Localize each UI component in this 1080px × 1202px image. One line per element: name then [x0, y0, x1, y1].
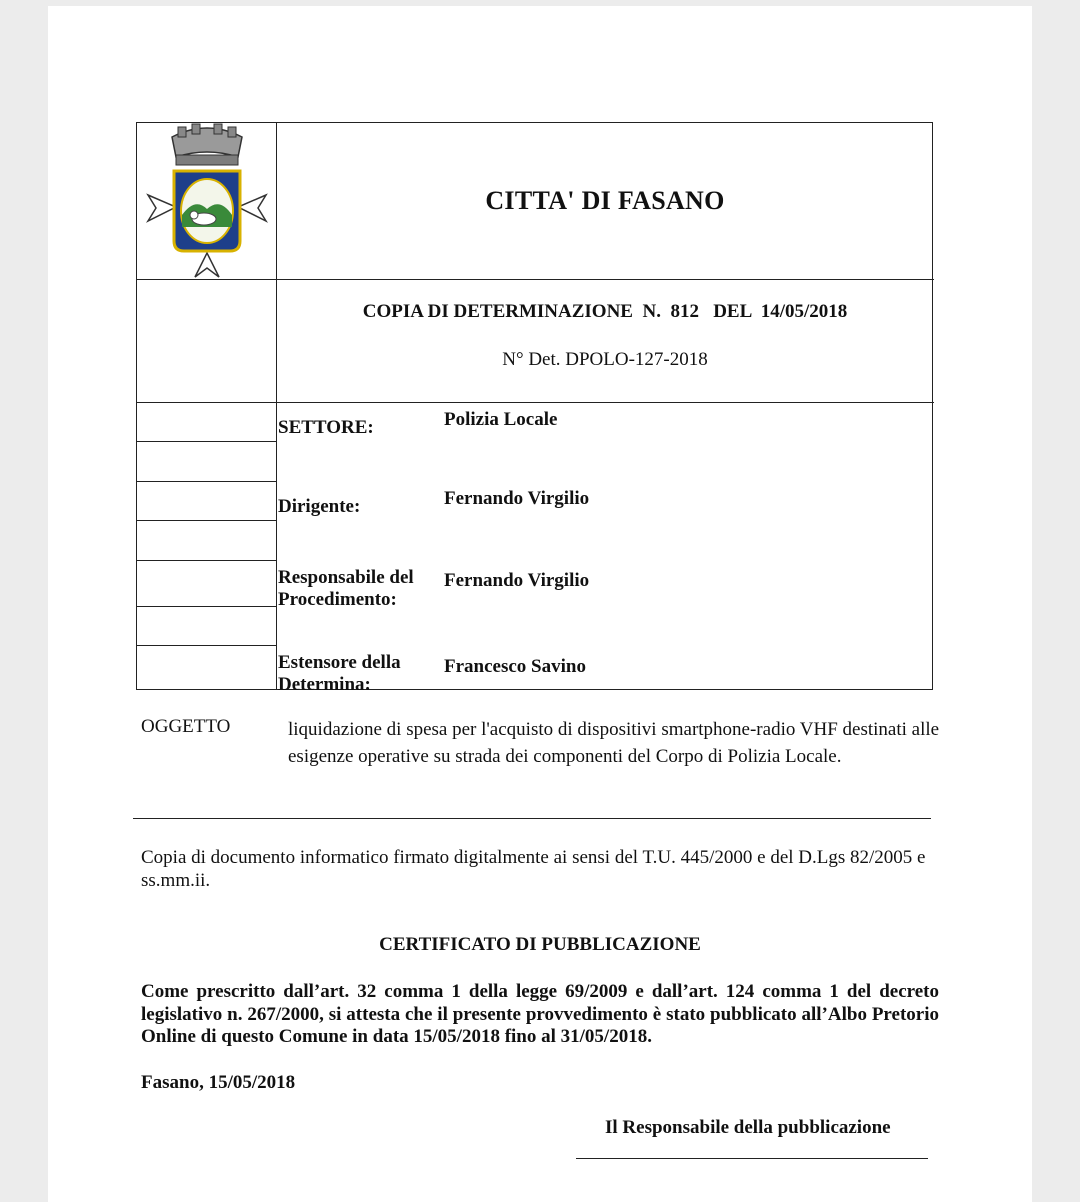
document-page	[48, 6, 1032, 1202]
fasano-coat-of-arms-icon	[137, 123, 276, 279]
row-divider	[137, 481, 276, 482]
certificate-title: CERTIFICATO DI PUBBLICAZIONE	[379, 934, 701, 955]
row-divider	[137, 279, 934, 280]
row-divider	[137, 645, 276, 646]
manager-label: Dirigente:	[278, 496, 361, 517]
subject-text: liquidazione di spesa per l'acquisto di dispositivi smartphone-radio VHF destinati alle esigenze operative su strada dei componenti del Corpo di Polizia Locale.	[288, 719, 940, 767]
place-date: Fasano, 15/05/2018	[141, 1072, 296, 1093]
row-divider	[137, 441, 276, 442]
row-divider	[137, 520, 276, 521]
row-divider	[137, 560, 276, 561]
subject-label: OGGETTO	[141, 716, 231, 737]
determination-title: COPIA DI DETERMINAZIONE N. 812 DEL 14/05/2018	[362, 301, 848, 322]
row-divider	[137, 606, 276, 607]
procedure-manager-label: Responsabile del Procedimento:	[278, 567, 414, 610]
author-value: Francesco Savino	[444, 656, 586, 677]
signature-line	[576, 1158, 928, 1159]
certificate-body: Come prescritto dall’art. 32 comma 1 della legge 69/2009 e dall’art. 124 comma 1 del decreto legislativo n. 267/2000, si attesta che il presente provvedimento è stato pubblicato all’Albo Pretorio Online di questo Comune in data 15/05/2018 fino al 31/05/2018.	[141, 981, 939, 1047]
row-divider	[137, 402, 934, 403]
signatory-title: Il Responsabile della pubblicazione	[605, 1117, 891, 1138]
procedure-manager-value: Fernando Virgilio	[444, 570, 590, 591]
sector-label: SETTORE:	[278, 417, 374, 438]
sector-value: Polizia Locale	[444, 409, 558, 430]
digital-copy-note: Copia di documento informatico firmato digitalmente ai sensi del T.U. 445/2000 e del D.Lgs 82/2005 e ss.mm.ii.	[141, 847, 926, 891]
determination-code: N° Det. DPOLO-127-2018	[502, 349, 708, 370]
divider-line	[133, 818, 931, 819]
header-table	[136, 122, 933, 695]
manager-value: Fernando Virgilio	[444, 488, 590, 509]
author-label: Estensore della Determina:	[278, 652, 401, 695]
city-title: CITTA' DI FASANO	[485, 186, 725, 215]
